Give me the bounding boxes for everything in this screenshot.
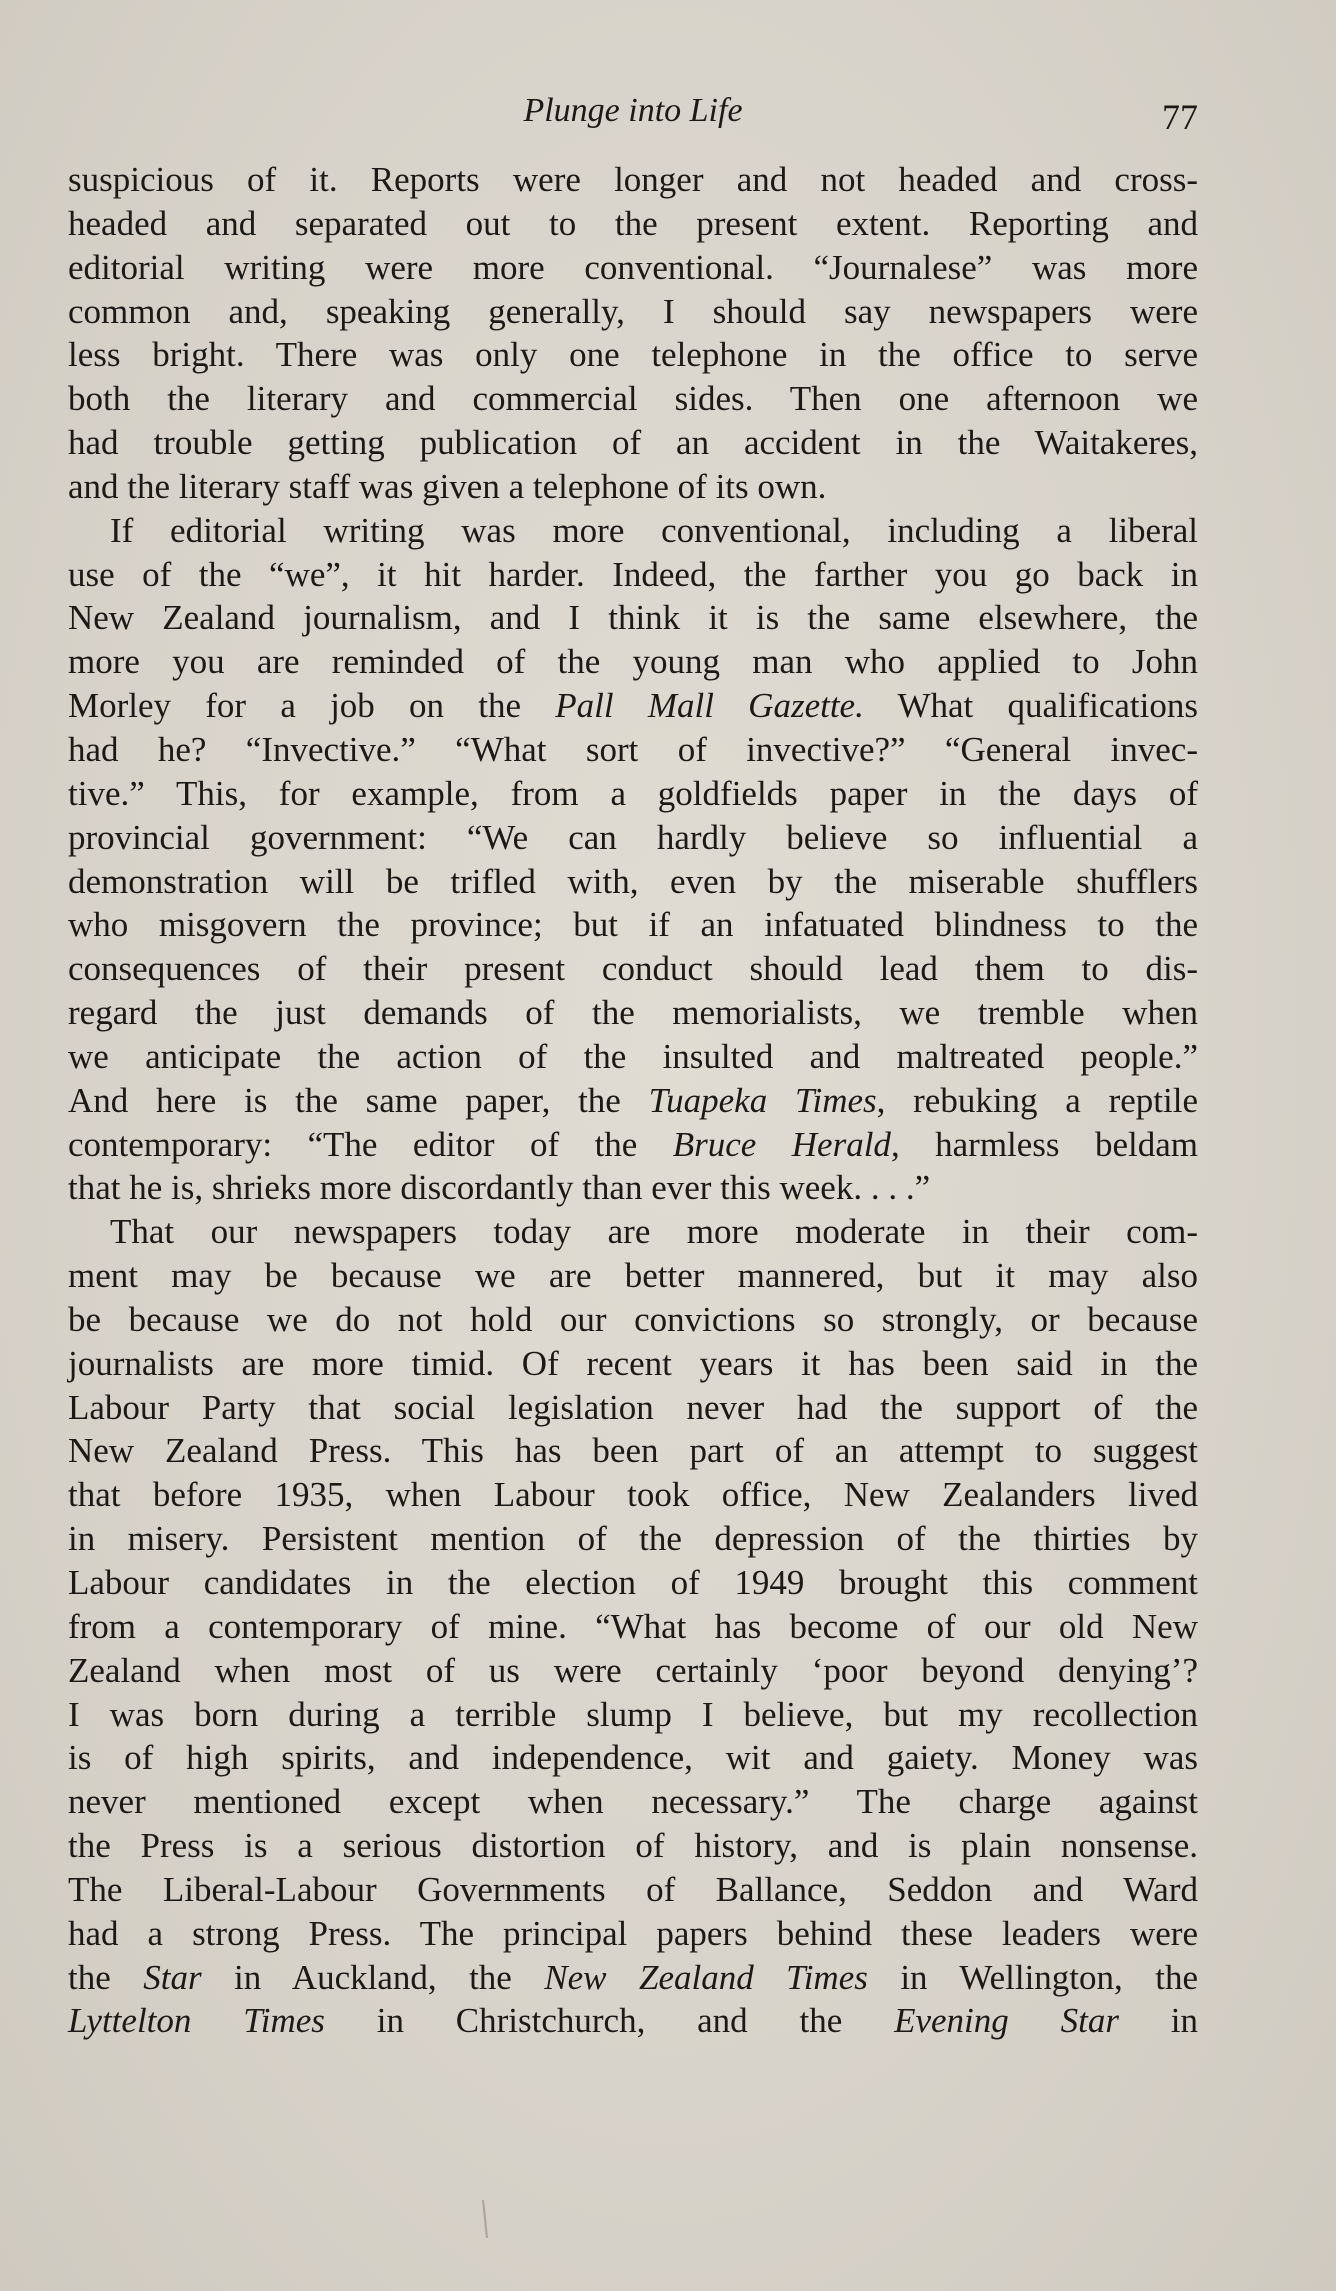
text-line: Labour candidates in the election of 1949 brought this comment: [68, 1563, 1198, 1602]
text-line: I was born during a terrible slump I believe, but my recollection: [68, 1694, 1198, 1734]
text-line: [68, 1123, 1198, 1167]
text-segment: , harmless beldam: [890, 1124, 1198, 1164]
text-line: [68, 1079, 1198, 1123]
text-line: had a strong Press. The principal papers behind these leaders were: [68, 1913, 1198, 1953]
text-line: from a contemporary of mine. “What has become of our old New: [68, 1606, 1198, 1646]
text-segment: Morley for a job on the: [68, 686, 556, 726]
text-line: Labour Party that social legislation never had the support of the: [68, 1387, 1198, 1427]
page-number: 77: [1162, 97, 1198, 137]
italic-title: Star: [143, 1957, 202, 1997]
text-line: regard the just demands of the memorialists, we tremble when: [68, 993, 1198, 1033]
running-head: [68, 88, 1198, 138]
text-line: had trouble getting publication of an accident in the Waitakeres,: [68, 423, 1198, 463]
text-line: The Liberal-Labour Governments of Ballance, Seddon and Ward: [68, 1869, 1198, 1909]
italic-title: Pall Mall Gazette.: [555, 686, 864, 726]
text-line: That our newspapers today are more moderate in their com-: [110, 1212, 1198, 1252]
text-line: common and, speaking generally, I should say newspapers were: [68, 291, 1198, 331]
italic-title: Lyttelton Times: [68, 2001, 325, 2041]
text-line: New Zealand journalism, and I think it is the same elsewhere, the: [68, 598, 1198, 638]
text-line: never mentioned except when necessary.” The charge against: [68, 1782, 1198, 1822]
text-line: the Press is a serious distortion of history, and is plain nonsense.: [68, 1826, 1198, 1866]
text-line: we anticipate the action of the insulted and maltreated people.”: [68, 1036, 1198, 1076]
italic-title: Bruce Herald: [672, 1124, 891, 1164]
text-line: that he is, shrieks more discordantly than ever this week. . . .”: [68, 1168, 931, 1208]
text-line: provincial government: “We can hardly believe so influential a: [68, 817, 1198, 857]
text-line: [68, 1956, 1198, 2000]
text-line: more you are reminded of the young man who applied to John: [68, 642, 1198, 682]
text-line: who misgovern the province; but if an infatuated blindness to the: [68, 905, 1198, 945]
text-segment: in: [1118, 2001, 1198, 2041]
text-line: [68, 1999, 1198, 2043]
text-segment: in Wellington, the: [867, 1957, 1199, 1997]
text-line: demonstration will be trifled with, even by the miserable shufflers: [68, 861, 1198, 901]
body-text: [68, 158, 1198, 2043]
text-line: tive.” This, for example, from a goldfields paper in the days of: [68, 773, 1198, 813]
italic-title: New Zealand Times: [544, 1957, 868, 1997]
text-line: editorial writing were more conventional. “Journalese” was more: [68, 247, 1198, 287]
gutter-mark: [482, 2200, 488, 2238]
text-line: Zealand when most of us were certainly ‘poor beyond denying’?: [68, 1650, 1198, 1690]
text-line: New Zealand Press. This has been part of an attempt to suggest: [68, 1431, 1198, 1471]
text-segment: in Christchurch, and the: [324, 2001, 895, 2041]
text-segment: contemporary: “The editor of the: [68, 1124, 673, 1164]
text-segment: the: [68, 1957, 144, 1997]
running-head-title: Plunge into Life: [523, 92, 743, 129]
text-line: journalists are more timid. Of recent years it has been said in the: [68, 1343, 1198, 1383]
text-line: ment may be because we are better mannered, but it may also: [68, 1256, 1198, 1296]
text-segment: , rebuking a reptile: [876, 1080, 1198, 1120]
text-line: and the literary staff was given a telephone of its own.: [68, 466, 827, 506]
text-segment: What qualifications: [863, 686, 1198, 726]
text-line: suspicious of it. Reports were longer and not headed and cross-: [68, 160, 1198, 199]
text-line: that before 1935, when Labour took office, New Zealanders lived: [68, 1475, 1198, 1515]
italic-title: Evening Star: [894, 2001, 1119, 2041]
text-line: be because we do not hold our convictions so strongly, or because: [68, 1299, 1198, 1339]
text-line: [68, 684, 1198, 728]
text-segment: And here is the same paper, the: [68, 1080, 649, 1120]
text-line: both the literary and commercial sides. Then one afternoon we: [68, 379, 1198, 419]
text-line: consequences of their present conduct should lead them to dis-: [68, 949, 1198, 989]
italic-title: Tuapeka Times: [648, 1080, 877, 1120]
text-line: use of the “we”, it hit harder. Indeed, the farther you go back in: [68, 554, 1198, 594]
text-line: If editorial writing was more conventional, including a liberal: [110, 510, 1198, 550]
text-line: had he? “Invective.” “What sort of invective?” “General invec-: [68, 729, 1198, 769]
text-line: headed and separated out to the present extent. Reporting and: [68, 203, 1198, 243]
text-segment: in Auckland, the: [201, 1957, 545, 1997]
text-line: less bright. There was only one telephone in the office to serve: [68, 335, 1198, 375]
text-line: in misery. Persistent mention of the depression of the thirties by: [68, 1519, 1198, 1559]
text-line: is of high spirits, and independence, wit and gaiety. Money was: [68, 1738, 1198, 1778]
